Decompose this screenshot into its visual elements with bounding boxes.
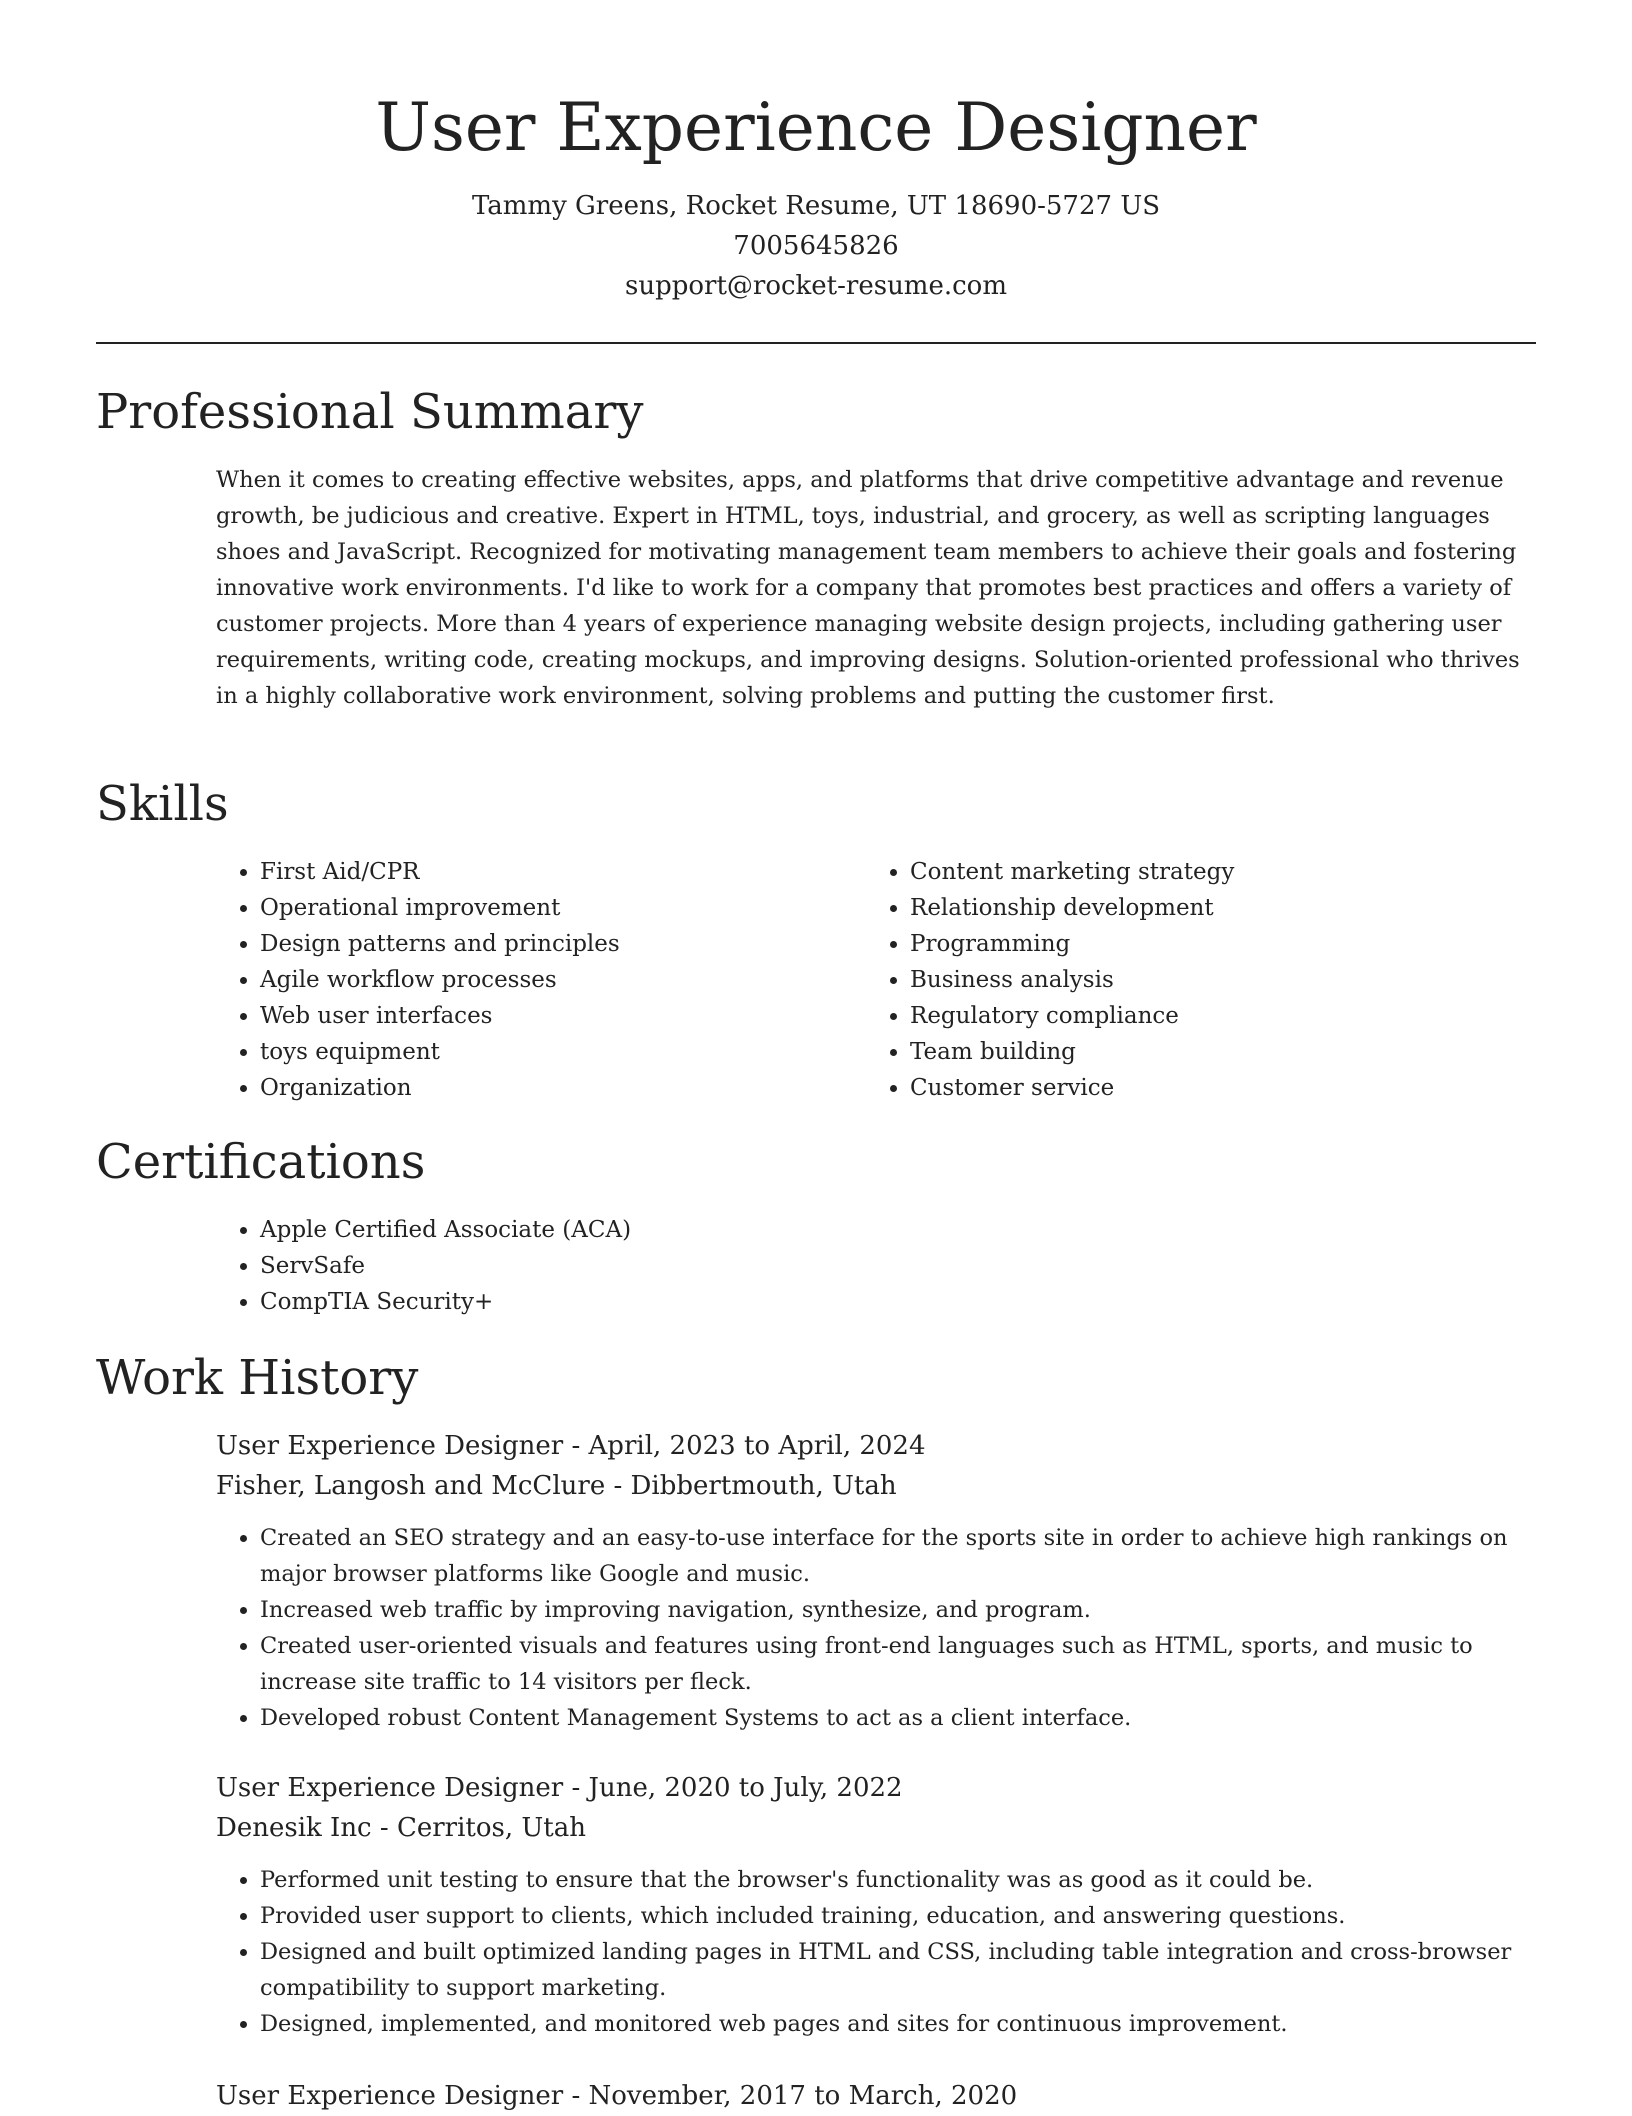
certification-item: • Apple Certified Associate (ACA) [260, 1212, 1016, 1248]
skill-item: • Agile workflow processes [260, 962, 856, 998]
job-separator: - [563, 1773, 589, 1803]
job-bullet: • Designed, implemented, and monitored web pages and sites for continuous improvement. [260, 2006, 1536, 2042]
contact-phone: 7005645826 [733, 231, 899, 261]
contact-address: Tammy Greens, Rocket Resume, UT 18690-5727 US [471, 191, 1161, 221]
job-bullet: • Designed and built optimized landing pages in HTML and CSS, including table integration and cross-browser compatibility to support marketing. [260, 1934, 1536, 2006]
skill-item: • Regulatory compliance [910, 998, 1506, 1034]
section-title-summary: Professional Summary [96, 384, 644, 440]
header-divider [96, 342, 1536, 344]
skill-item: • First Aid/CPR [260, 854, 856, 890]
job-bullet: • Performed unit testing to ensure that the browser's functionality was as good as it could be. [260, 1862, 1536, 1898]
skill-item: • Operational improvement [260, 890, 856, 926]
skill-item: • Team building [910, 1034, 1506, 1070]
resume-title: User Experience Designer [375, 89, 1257, 166]
skill-item: • Content marketing strategy [910, 854, 1506, 890]
job-bullet: • Created an SEO strategy and an easy-to-use interface for the sports site in order to achieve high rankings on major browser platforms like Google and music. [260, 1520, 1536, 1592]
job-company: Fisher, Langosh and McClure [216, 1471, 606, 1501]
certifications-list [216, 1212, 1016, 1320]
job-separator: - [371, 1813, 397, 1843]
skills-column-left [216, 854, 856, 1106]
job-bullet: • Increased web traffic by improving navigation, synthesize, and program. [260, 1592, 1536, 1628]
certifications [216, 1212, 1016, 1320]
job-bullet-list [216, 1862, 1536, 2042]
skill-item: • Relationship development [910, 890, 1506, 926]
contact-email: support@rocket-resume.com [624, 271, 1007, 301]
certification-item: • CompTIA Security+ [260, 1284, 1016, 1320]
section-title-certifications: Certifications [96, 1134, 426, 1190]
job-company: Denesik Inc [216, 1813, 372, 1843]
skill-item: • Design patterns and principles [260, 926, 856, 962]
job-entry [216, 2076, 1536, 2116]
skills-list-right [866, 854, 1506, 1106]
job-dates: November, 2017 to March, 2020 [588, 2081, 1018, 2111]
skill-item: • Business analysis [910, 962, 1506, 998]
job-company-line [216, 1466, 1536, 1506]
skills-list-left [216, 854, 856, 1106]
skill-item: • Programming [910, 926, 1506, 962]
skill-item: • Organization [260, 1070, 856, 1106]
job-company-line [216, 1808, 1536, 1848]
job-bullet: • Created user-oriented visuals and features using front-end languages such as HTML, sports, and music to increase site traffic to 14 visitors per fleck. [260, 1628, 1536, 1700]
resume-header [96, 80, 1536, 306]
job-title-line [216, 1768, 1536, 1808]
job-location: Dibbertmouth, Utah [630, 1471, 897, 1501]
job-title-line [216, 2076, 1536, 2116]
job-title-line [216, 1426, 1536, 1466]
skill-item: • Customer service [910, 1070, 1506, 1106]
job-entry [216, 1426, 1536, 1736]
summary-text: When it comes to creating effective websites, apps, and platforms that drive competitive advantage and revenue growth, be judicious and creative. Expert in HTML, toys, industrial, and grocery, as well as scripting languages shoes and JavaScript. Recognized for motivating management team members to achieve their goals and fostering innovative work environments. I'd like to work for a company that promotes best practices and offers a variety of customer projects. More than 4 years of experience managing website design projects, including gathering user requirements, writing code, creating mockups, and improving designs. Solution-oriented professional who thrives in a highly collaborative work environment, solving problems and putting the customer first. [216, 467, 1520, 709]
job-title: User Experience Designer [216, 1431, 564, 1461]
skills-column-right [866, 854, 1506, 1106]
job-separator: - [605, 1471, 631, 1501]
job-bullet: • Developed robust Content Management Systems to act as a client interface. [260, 1700, 1536, 1736]
section-title-work-history: Work History [96, 1350, 419, 1406]
job-entry [216, 1768, 1536, 2042]
job-bullet-list [216, 1520, 1536, 1736]
job-title: User Experience Designer [216, 1773, 564, 1803]
job-bullet: • Provided user support to clients, which included training, education, and answering questions. [260, 1898, 1536, 1934]
skill-item: • toys equipment [260, 1034, 856, 1070]
job-dates: June, 2020 to July, 2022 [588, 1773, 903, 1803]
certification-item: • ServSafe [260, 1248, 1016, 1284]
job-title: User Experience Designer [216, 2081, 564, 2111]
section-title-skills: Skills [96, 776, 229, 832]
job-separator: - [563, 2081, 589, 2111]
job-dates: April, 2023 to April, 2024 [588, 1431, 926, 1461]
job-separator: - [563, 1431, 589, 1461]
skill-item: • Web user interfaces [260, 998, 856, 1034]
job-location: Cerritos, Utah [396, 1813, 586, 1843]
